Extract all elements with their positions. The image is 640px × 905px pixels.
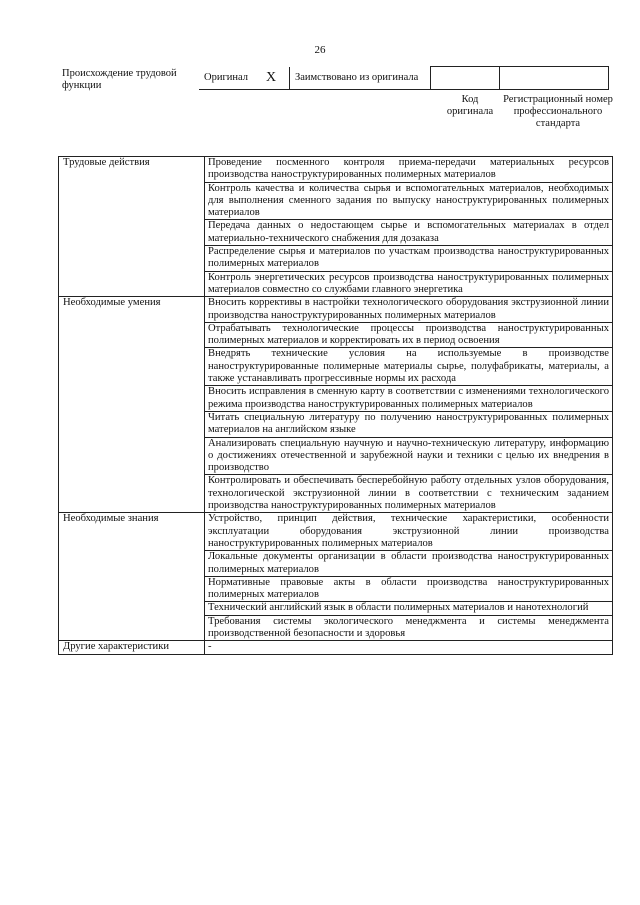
- section-label: Необходимые знания: [59, 513, 205, 641]
- section-item: Локальные документы организации в области производства наноструктурированных полимерных материалов: [205, 551, 613, 577]
- section-label: Трудовые действия: [59, 157, 205, 297]
- section-item: Вносить исправления в сменную карту в соответствии с изменениями технологического режима производства наноструктурированных полимерных материалов: [205, 386, 613, 412]
- original-cell: Оригинал: [199, 67, 253, 90]
- table-row: [59, 157, 613, 183]
- section-item: Отрабатывать технологические процессы производства наноструктурированных полимерных материалов и корректировать их в период освоения: [205, 322, 613, 348]
- code-cell: [431, 67, 500, 90]
- section-item: Нормативные правовые акты в области производства наноструктурированных полимерных материалов: [205, 576, 613, 602]
- reg-number-cell: [500, 67, 609, 90]
- section-item: Контроль энергетических ресурсов производства наноструктурированных полимерных материалов совместно со службами главного энергетика: [205, 271, 613, 297]
- section-item: Анализировать специальную научную и научно-техническую литературу, информацию о достижениях отечественной и зарубежной науки и техники с целью их внедрения в производство: [205, 437, 613, 475]
- section-item: Читать специальную литературу по получению наноструктурированных полимерных материалов на английском языке: [205, 411, 613, 437]
- reg-caption: Регистрационный номер профессионального стандарта: [503, 94, 613, 129]
- page-number: 26: [314, 44, 326, 56]
- section-item: Вносить коррективы в настройки технологического оборудования экструзионной линии производства наноструктурированных полимерных материалов: [205, 297, 613, 323]
- table-row: [59, 513, 613, 551]
- original-mark: X: [253, 67, 290, 90]
- table-row: [59, 297, 613, 323]
- section-item: Устройство, принцип действия, технические характеристики, особенности эксплуатации оборудования экструзионной линии производства наноструктурированных полимерных материалов: [205, 513, 613, 551]
- origin-label: Происхождение трудовой функции: [62, 68, 177, 91]
- section-item: -: [205, 641, 613, 654]
- section-item: Проведение посменного контроля приема-передачи материальных ресурсов производства наноструктурированных полимерных материалов: [205, 157, 613, 183]
- section-item: Технический английский язык в области полимерных материалов и нанотехнологий: [205, 602, 613, 615]
- section-item: Контроль качества и количества сырья и вспомогательных материалов, необходимых для выполнения сменного задания по выпуску наноструктурированных полимерных материалов: [205, 182, 613, 220]
- table-row: [59, 641, 613, 654]
- borrowed-cell: Заимствовано из оригинала: [290, 67, 431, 90]
- section-item: Контролировать и обеспечивать бесперебойную работу отдельных узлов оборудования, технологической экструзионной линии в соответствии с техническим заданием производства наноструктурированных полимерных материалов: [205, 475, 613, 513]
- section-item: Распределение сырья и материалов по участкам производства наноструктурированных полимерных материалов: [205, 246, 613, 272]
- section-item: Внедрять технические условия на используемые в производстве наноструктурированные полимерные материалы сырье, полуфабрикаты, материалы, а также устанавливать прогрессивные нормы их расхода: [205, 348, 613, 386]
- section-label: Необходимые умения: [59, 297, 205, 513]
- section-label: Другие характеристики: [59, 641, 205, 654]
- section-item: Требования системы экологического менеджмента и системы менеджмента производственной безопасности и здоровья: [205, 615, 613, 641]
- origin-table: [199, 66, 609, 90]
- labor-function-table: [58, 156, 613, 655]
- code-caption: Код оригинала: [446, 94, 494, 117]
- section-item: Передача данных о недостающем сырье и вспомогательных материалах в отдел материально-технического снабжения для дозаказа: [205, 220, 613, 246]
